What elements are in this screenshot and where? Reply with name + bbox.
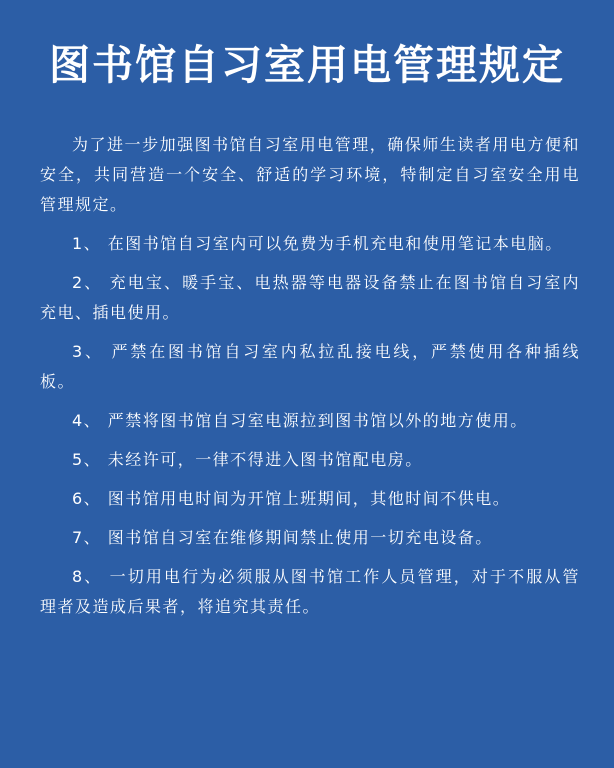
rule-item: 2、 充电宝、暖手宝、电热器等电器设备禁止在图书馆自习室内充电、插电使用。 [40,273,580,322]
rule-item: 8、 一切用电行为必须服从图书馆工作人员管理，对于不服从管理者及造成后果者，将追究其责任。 [40,567,580,616]
rule-item: 4、 严禁将图书馆自习室电源拉到图书馆以外的地方使用。 [72,411,528,430]
notice-title: 图书馆自习室用电管理规定 [49,41,565,89]
rule-item: 1、 在图书馆自习室内可以免费为手机充电和使用笔记本电脑。 [72,234,563,253]
rule-item: 6、 图书馆用电时间为开馆上班期间，其他时间不供电。 [72,489,511,508]
rule-item: 3、 严禁在图书馆自习室内私拉乱接电线，严禁使用各种插线板。 [40,342,580,391]
intro-paragraph: 为了进一步加强图书馆自习室用电管理，确保师生读者用电方便和安全，共同营造一个安全、舒适的学习环境，特制定自习室安全用电管理规定。 [40,135,580,214]
notice-body [40,130,580,631]
rule-item: 7、 图书馆自习室在维修期间禁止使用一切充电设备。 [72,528,493,547]
rule-item: 5、 未经许可，一律不得进入图书馆配电房。 [72,450,423,469]
